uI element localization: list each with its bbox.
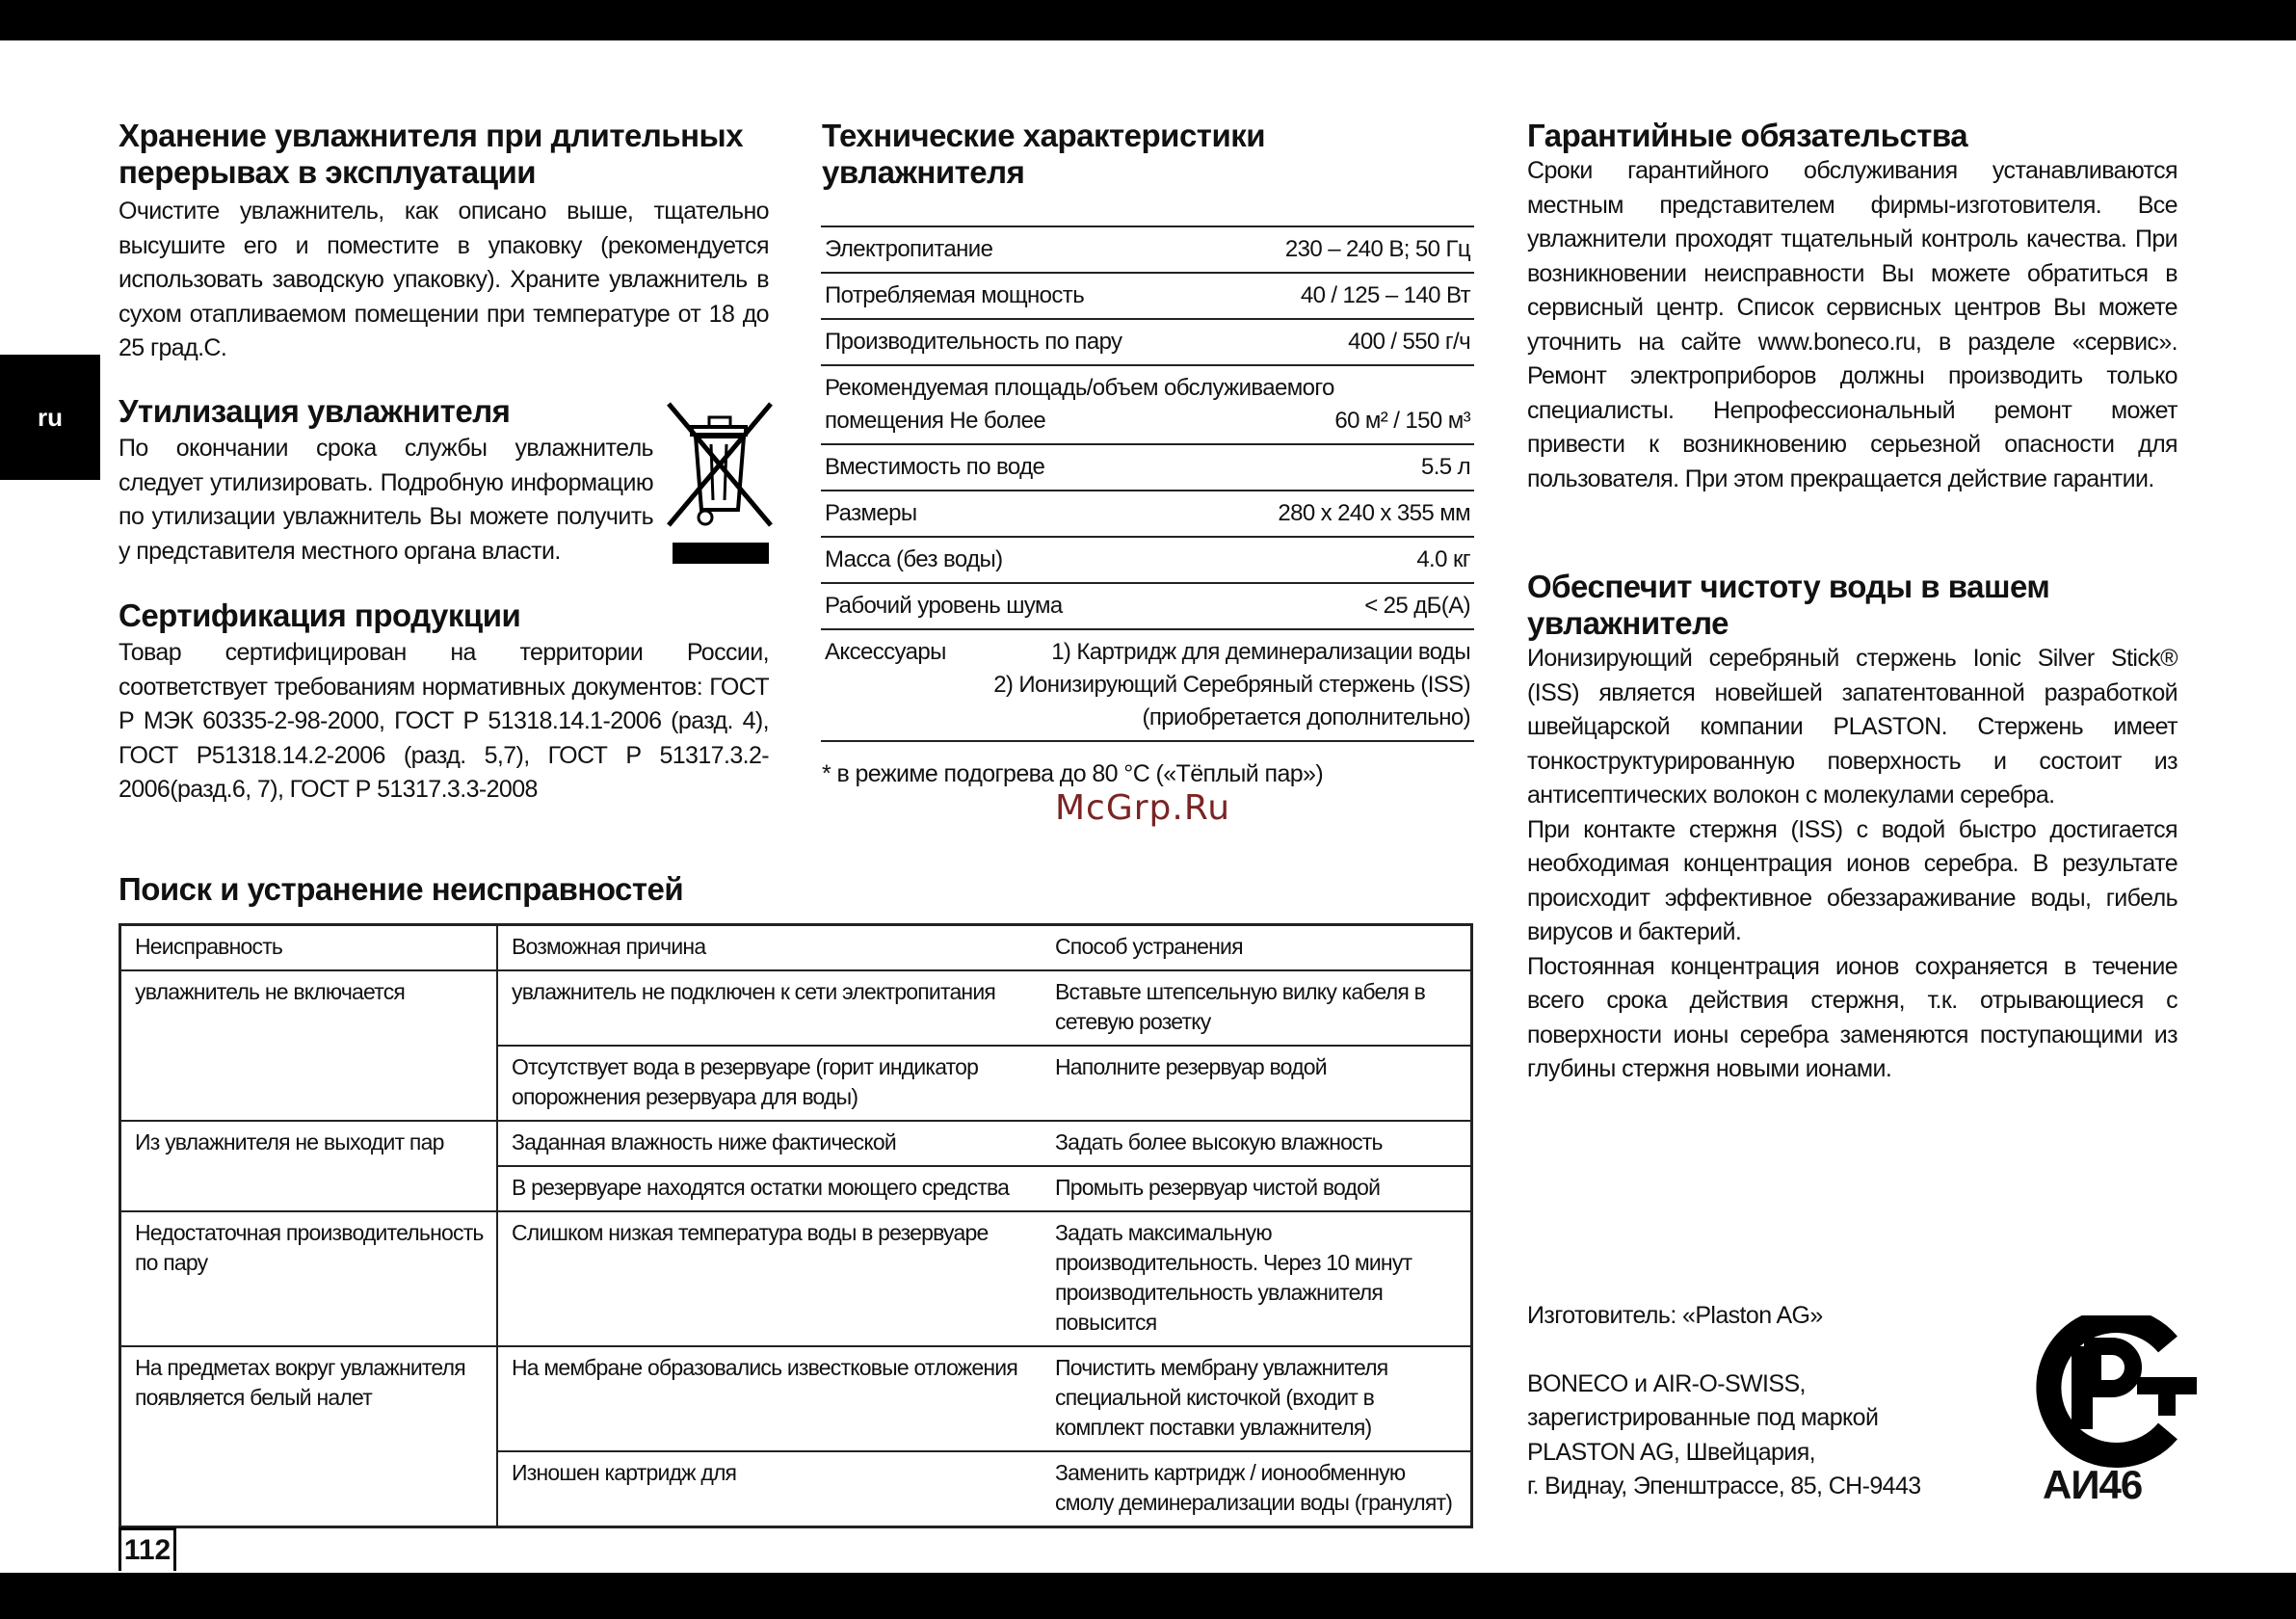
page-number: 112 xyxy=(119,1527,176,1571)
cause-cell: увлажнитель не подключен к сети электропитания xyxy=(497,970,1042,1046)
column-header: Неисправность xyxy=(120,925,498,971)
table-row xyxy=(120,1121,1472,1166)
storage-section xyxy=(119,118,769,366)
warranty-section xyxy=(1527,118,2177,496)
troubleshooting-table xyxy=(119,923,1473,1528)
troubleshooting-title-block xyxy=(119,871,986,908)
spec-row xyxy=(821,227,1474,274)
rst-certification-mark xyxy=(2023,1315,2206,1508)
water-title: Обеспечит чистоту воды в вашем увлажнителе xyxy=(1527,569,2050,641)
spec-label: Масса (без воды) xyxy=(825,546,1003,572)
certification-title: Сертификация продукции xyxy=(119,597,521,633)
problem-cell: увлажнитель не включается xyxy=(120,970,498,1121)
manufacturer-line: г. Виднау, Эпенштрассе, 85, CH-9443 xyxy=(1527,1473,1921,1500)
weee-bin-icon xyxy=(663,398,777,567)
cause-cell: Заданная влажность ниже фактической xyxy=(497,1121,1042,1166)
manufacturer-line: PLASTON AG, Швейцария, xyxy=(1527,1438,1815,1466)
specs-title-block xyxy=(822,118,1361,191)
spec-label: Рекомендуемая площадь/объем обслуживаемого xyxy=(825,375,1334,401)
column-header: Возможная причина xyxy=(497,925,1042,971)
fix-cell: Задать более высокую влажность xyxy=(1042,1121,1472,1166)
certification-text: Товар сертифицирован на территории России, соответствует требованиям нормативных документов: ГОСТ Р МЭК 60335-2-98-2000, ГОСТ Р 51318.14.1-2006 (разд. 4), ГОСТ Р51318.14.2-2006 (разд. 5,7), ГОСТ Р 51317.3.2- 2006(разд.6, 7), ГОСТ Р 51317.3.3-2008 xyxy=(119,639,769,803)
cert-code: АИ46 xyxy=(2043,1462,2143,1507)
spec-row xyxy=(821,491,1474,538)
spec-label: Производительность по пару xyxy=(825,329,1122,355)
water-paragraph: Ионизирующий серебряный стержень Ionic Silver Stick® (ISS) является новейшей запатентованной разработкой швейцарской компании PLASTON. Стержень имеет тонкоструктурированную поверхность и состоит из антисептических волокон с молекулами серебра. xyxy=(1527,645,2177,809)
manufacturer-line: Изготовитель: «Plaston AG» xyxy=(1527,1302,1823,1329)
specs-table xyxy=(821,226,1474,742)
fix-cell: Заменить картридж / ионообменную смолу деминерализации воды (гранулят) xyxy=(1042,1451,1472,1527)
spec-value: 60 м² / 150 м³ xyxy=(1334,408,1470,434)
fix-cell: Наполните резервуар водой xyxy=(1042,1046,1472,1121)
spec-value: 4.0 кг xyxy=(1416,546,1470,572)
spec-label: Вместимость по воде xyxy=(825,454,1045,480)
storage-text: Очистите увлажнитель, как описано выше, тщательно высушите его и поместите в упаковку (рекомендуется использовать заводскую упаковку). Храните увлажнитель в сухом отапливаемом помещении при температуре от 18 до 25 град.С. xyxy=(119,198,769,361)
water-section xyxy=(1527,569,2177,1087)
spec-value: 5.5 л xyxy=(1420,454,1470,480)
accessory-item: 1) Картридж для деминерализации воды xyxy=(1051,639,1470,665)
top-bar xyxy=(0,0,2296,40)
fix-cell: Задать максимальную производительность. Через 10 минут производительность увлажнителя повысится xyxy=(1042,1211,1472,1346)
table-row xyxy=(120,970,1472,1046)
spec-value: 40 / 125 – 140 Вт xyxy=(1300,282,1470,308)
spec-row xyxy=(821,320,1474,366)
spec-label: Потребляемая мощность xyxy=(825,282,1085,308)
table-row xyxy=(120,1211,1472,1346)
spec-row xyxy=(821,584,1474,630)
warranty-title: Гарантийные обязательства xyxy=(1527,118,1968,153)
spec-label-cont: помещения Не более xyxy=(825,408,1046,434)
bottom-bar xyxy=(0,1573,2296,1619)
accessory-item: (приобретается дополнительно) xyxy=(1142,704,1470,730)
spec-value: < 25 дБ(А) xyxy=(1364,593,1470,619)
manufacturer-line: зарегистрированные под маркой xyxy=(1527,1404,1879,1431)
cause-cell: Изношен картридж для xyxy=(497,1451,1042,1527)
cause-cell: Слишком низкая температура воды в резервуаре xyxy=(497,1211,1042,1346)
manufacturer-line: BONECO и AIR-O-SWISS, xyxy=(1527,1369,1806,1397)
problem-cell: Недостаточная производительность по пару xyxy=(120,1211,498,1346)
certification-section xyxy=(119,597,769,808)
troubleshooting-title: Поиск и устранение неисправностей xyxy=(119,871,684,907)
storage-title: Хранение увлажнителя при длительных перерывах в эксплуатации xyxy=(119,118,744,190)
manufacturer-block xyxy=(1527,1299,2009,1504)
problem-cell: На предметах вокруг увлажнителя появляется белый налет xyxy=(120,1346,498,1527)
spec-value: 280 x 240 x 355 мм xyxy=(1278,500,1470,526)
spec-row xyxy=(821,274,1474,320)
fix-cell: Почистить мембрану увлажнителя специальной кисточкой (входит в комплект поставки увлажнителя) xyxy=(1042,1346,1472,1451)
watermark: McGrp.Ru xyxy=(1055,788,1231,828)
table-header-row xyxy=(120,925,1472,971)
spec-label: Размеры xyxy=(825,500,917,526)
fix-cell: Вставьте штепсельную вилку кабеля в сетевую розетку xyxy=(1042,970,1472,1046)
spec-value: 400 / 550 г/ч xyxy=(1348,329,1470,355)
specs-footnote: * в режиме подогрева до 80 °C («Тёплый пар») xyxy=(822,760,1324,787)
warranty-text: Сроки гарантийного обслуживания устанавливаются местным представителем фирмы-изготовителя. Все увлажнители проходят тщательный контроль качества. При возникновении неисправности Вы можете обратиться в сервисный центр. Список сервисных центров Вы можете уточнить на сайте www.boneco.ru, в разделе «сервис». Ремонт электроприборов должны производить только специалисты. Непрофессиональный ремонт может привести к возникновению серьезной опасности для пользователя. При этом прекращается действие гарантии. xyxy=(1527,157,2177,492)
spec-row-accessories xyxy=(821,630,1474,742)
problem-cell: Из увлажнителя не выходит пар xyxy=(120,1121,498,1211)
spec-label: Рабочий уровень шума xyxy=(825,593,1063,619)
spec-label: Электропитание xyxy=(825,236,993,262)
disposal-text: По окончании срока службы увлажнитель следует утилизировать. Подробную информацию по утилизации увлажнитель Вы можете получить у представителя местного органа власти. xyxy=(119,435,653,565)
water-paragraph: Постоянная концентрация ионов сохраняется в течение всего срока действия стержня, т.к. отрывающиеся с поверхности ионы серебра заменяются поступающими из глубины стержня новыми ионами. xyxy=(1527,952,2177,1082)
cause-cell: Отсутствует вода в резервуаре (горит индикатор опорожнения резервуара для воды) xyxy=(497,1046,1042,1121)
cause-cell: В резервуаре находятся остатки моющего средства xyxy=(497,1166,1042,1211)
spec-label: Аксессуары xyxy=(825,639,946,665)
water-paragraph: При контакте стержня (ISS) с водой быстро достигается необходимая концентрация ионов серебра. В результате происходит эффективное обеззараживание воды, гибель вирусов и бактерий. xyxy=(1527,815,2177,945)
spec-value: 230 – 240 В; 50 Гц xyxy=(1284,236,1470,262)
spec-row xyxy=(821,538,1474,584)
language-tab: ru xyxy=(0,355,100,480)
cause-cell: На мембране образовались известковые отложения xyxy=(497,1346,1042,1451)
disposal-title: Утилизация увлажнителя xyxy=(119,393,511,429)
table-row xyxy=(120,1346,1472,1451)
accessory-item: 2) Ионизирующий Серебряный стержень (ISS) xyxy=(993,672,1470,698)
specs-title: Технические характеристики увлажнителя xyxy=(822,118,1266,190)
column-header: Способ устранения xyxy=(1042,925,1472,971)
disposal-section xyxy=(119,393,653,569)
fix-cell: Промыть резервуар чистой водой xyxy=(1042,1166,1472,1211)
spec-row xyxy=(821,445,1474,491)
spec-row-area xyxy=(821,366,1474,445)
